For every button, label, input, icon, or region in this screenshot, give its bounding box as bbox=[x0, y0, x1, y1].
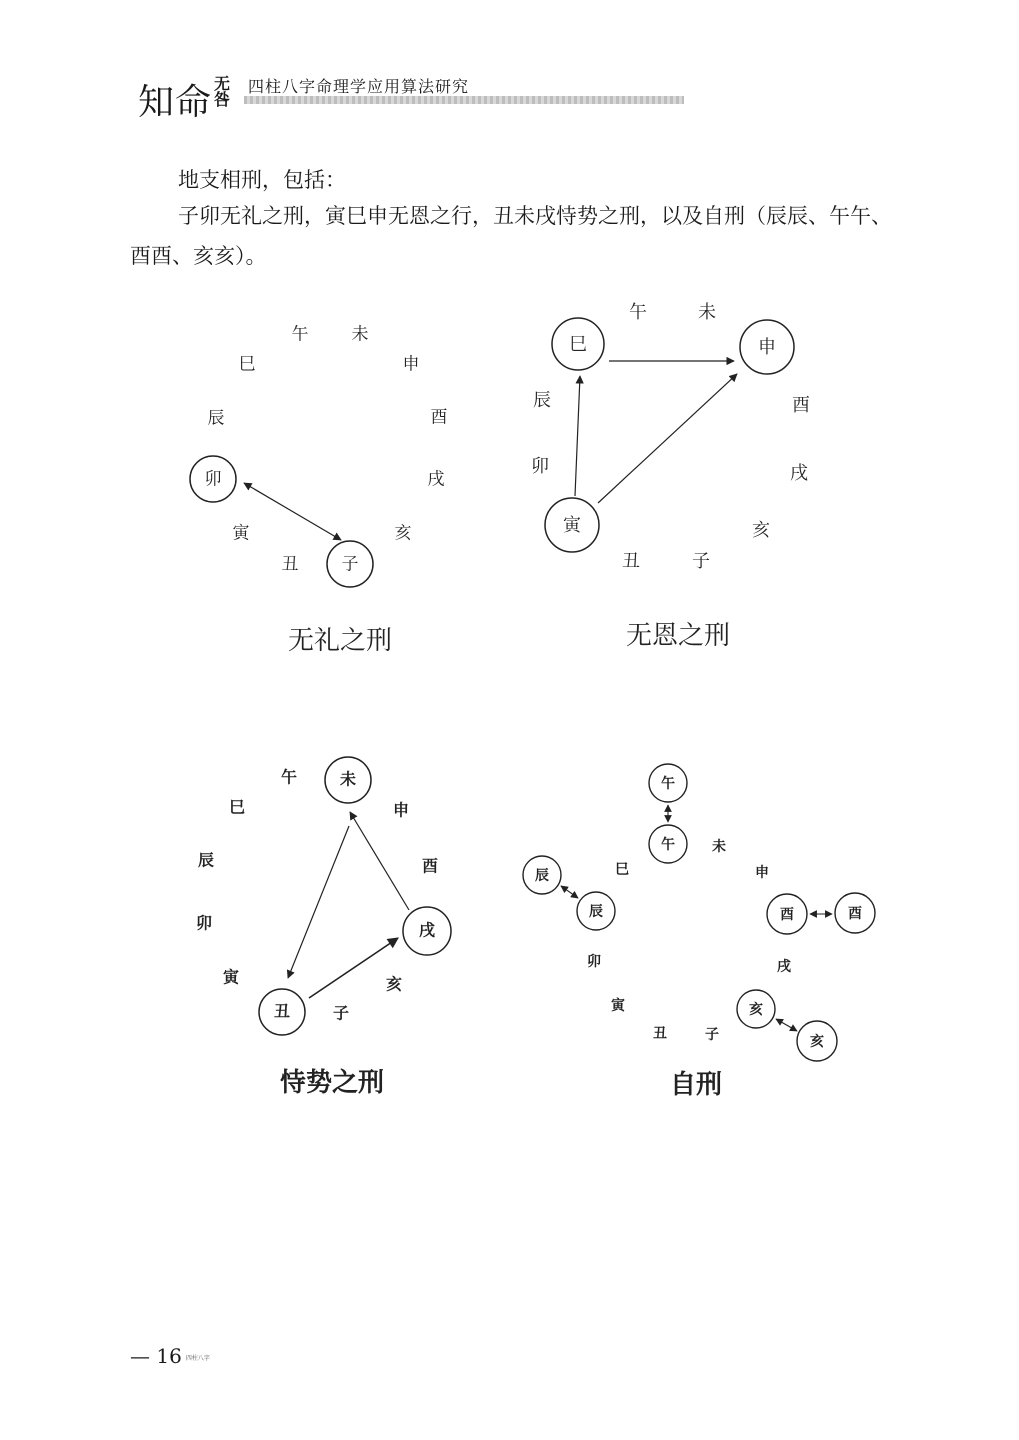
logo-main-text: 知命 bbox=[138, 82, 213, 123]
book-title: 四柱八字命理学应用算法研究 bbox=[248, 77, 470, 96]
page-footer bbox=[130, 1344, 210, 1368]
node-hai: 亥 bbox=[749, 1001, 763, 1017]
arrow-yin-si bbox=[575, 376, 580, 496]
node-chou: 丑 bbox=[273, 1003, 291, 1021]
node-chen: 辰 bbox=[207, 408, 225, 428]
node-shen: 申 bbox=[402, 354, 420, 374]
arrow-yin-shen bbox=[598, 374, 737, 503]
node-you: 酉 bbox=[792, 395, 810, 415]
node-mao: 卯 bbox=[195, 915, 213, 933]
node-zi: 子 bbox=[332, 1005, 350, 1023]
node-si: 巳 bbox=[238, 354, 256, 374]
node-you: 酉 bbox=[780, 906, 794, 922]
node-wu: 午 bbox=[661, 836, 675, 852]
node-hai: 亥 bbox=[385, 976, 403, 994]
arrow-chen-chen bbox=[561, 886, 578, 898]
node-you: 酉 bbox=[421, 858, 439, 876]
node-chen-out: 辰 bbox=[535, 867, 549, 883]
diagram-wuli bbox=[190, 325, 448, 656]
arrow-xu-wei bbox=[350, 812, 409, 910]
node-wei: 未 bbox=[698, 302, 716, 322]
node-wei: 未 bbox=[351, 324, 369, 344]
node-hai: 亥 bbox=[752, 520, 770, 540]
node-zi: 子 bbox=[692, 551, 710, 571]
node-wu: 午 bbox=[291, 324, 309, 344]
node-yin: 寅 bbox=[563, 515, 581, 535]
node-zi: 子 bbox=[705, 1026, 719, 1042]
logo-sub-text: 无咎 bbox=[214, 74, 231, 109]
node-you: 酉 bbox=[430, 407, 448, 427]
node-yin: 寅 bbox=[611, 997, 625, 1013]
node-zi: 子 bbox=[341, 554, 359, 574]
node-chen: 辰 bbox=[533, 390, 551, 410]
node-hai: 亥 bbox=[394, 523, 412, 543]
footer-mini-text: 四柱八字 bbox=[185, 1355, 210, 1362]
node-si: 巳 bbox=[228, 799, 246, 817]
node-shen: 申 bbox=[758, 337, 776, 357]
arrow-wei-chou bbox=[288, 826, 349, 978]
node-xu: 戌 bbox=[790, 463, 808, 483]
node-chou: 丑 bbox=[622, 551, 640, 571]
node-shen: 申 bbox=[392, 802, 410, 820]
node-xu: 戌 bbox=[418, 922, 436, 940]
caption-shishi: 恃势之刑 bbox=[279, 1067, 385, 1097]
caption-wuen: 无恩之刑 bbox=[625, 620, 731, 650]
node-xu: 戌 bbox=[427, 469, 445, 489]
node-yin: 寅 bbox=[222, 969, 240, 987]
caption-zixing: 自刑 bbox=[669, 1069, 723, 1099]
node-yin: 寅 bbox=[232, 523, 250, 543]
node-xu: 戌 bbox=[777, 958, 791, 974]
caption-wuli: 无礼之刑 bbox=[287, 625, 393, 655]
node-wei: 未 bbox=[712, 838, 726, 854]
node-wei: 未 bbox=[339, 771, 357, 789]
node-shen: 申 bbox=[755, 864, 769, 880]
node-chou: 丑 bbox=[653, 1025, 667, 1041]
diagram-shishi bbox=[196, 757, 451, 1097]
diagram-zixing bbox=[523, 764, 875, 1099]
node-hai-out: 亥 bbox=[810, 1033, 824, 1049]
node-chou: 丑 bbox=[281, 554, 299, 574]
node-mao: 卯 bbox=[204, 469, 222, 489]
node-wu: 午 bbox=[280, 769, 298, 787]
node-chen: 辰 bbox=[197, 852, 215, 870]
node-si: 巳 bbox=[615, 861, 629, 877]
arrow-chou-xu bbox=[309, 938, 398, 998]
node-si: 巳 bbox=[569, 334, 587, 354]
page-number: — 16 bbox=[130, 1344, 182, 1368]
intro-paragraph: 地支相刑，包括： bbox=[178, 168, 346, 192]
node-chen: 辰 bbox=[589, 903, 603, 919]
node-you-out: 酉 bbox=[848, 905, 862, 921]
body-paragraph: 子卯无礼之刑，寅巳申无恩之行，丑未戌恃势之刑，以及自刑（辰辰、午午、酉酉、亥亥）。 bbox=[130, 204, 892, 268]
node-mao: 卯 bbox=[587, 953, 601, 969]
node-mao: 卯 bbox=[531, 456, 549, 476]
node-wu: 午 bbox=[629, 302, 647, 322]
node-wu-top: 午 bbox=[661, 775, 675, 791]
arrow-mao-zi bbox=[244, 483, 341, 540]
arrow-hai-hai bbox=[776, 1019, 797, 1031]
diagram-wuen bbox=[531, 302, 810, 650]
